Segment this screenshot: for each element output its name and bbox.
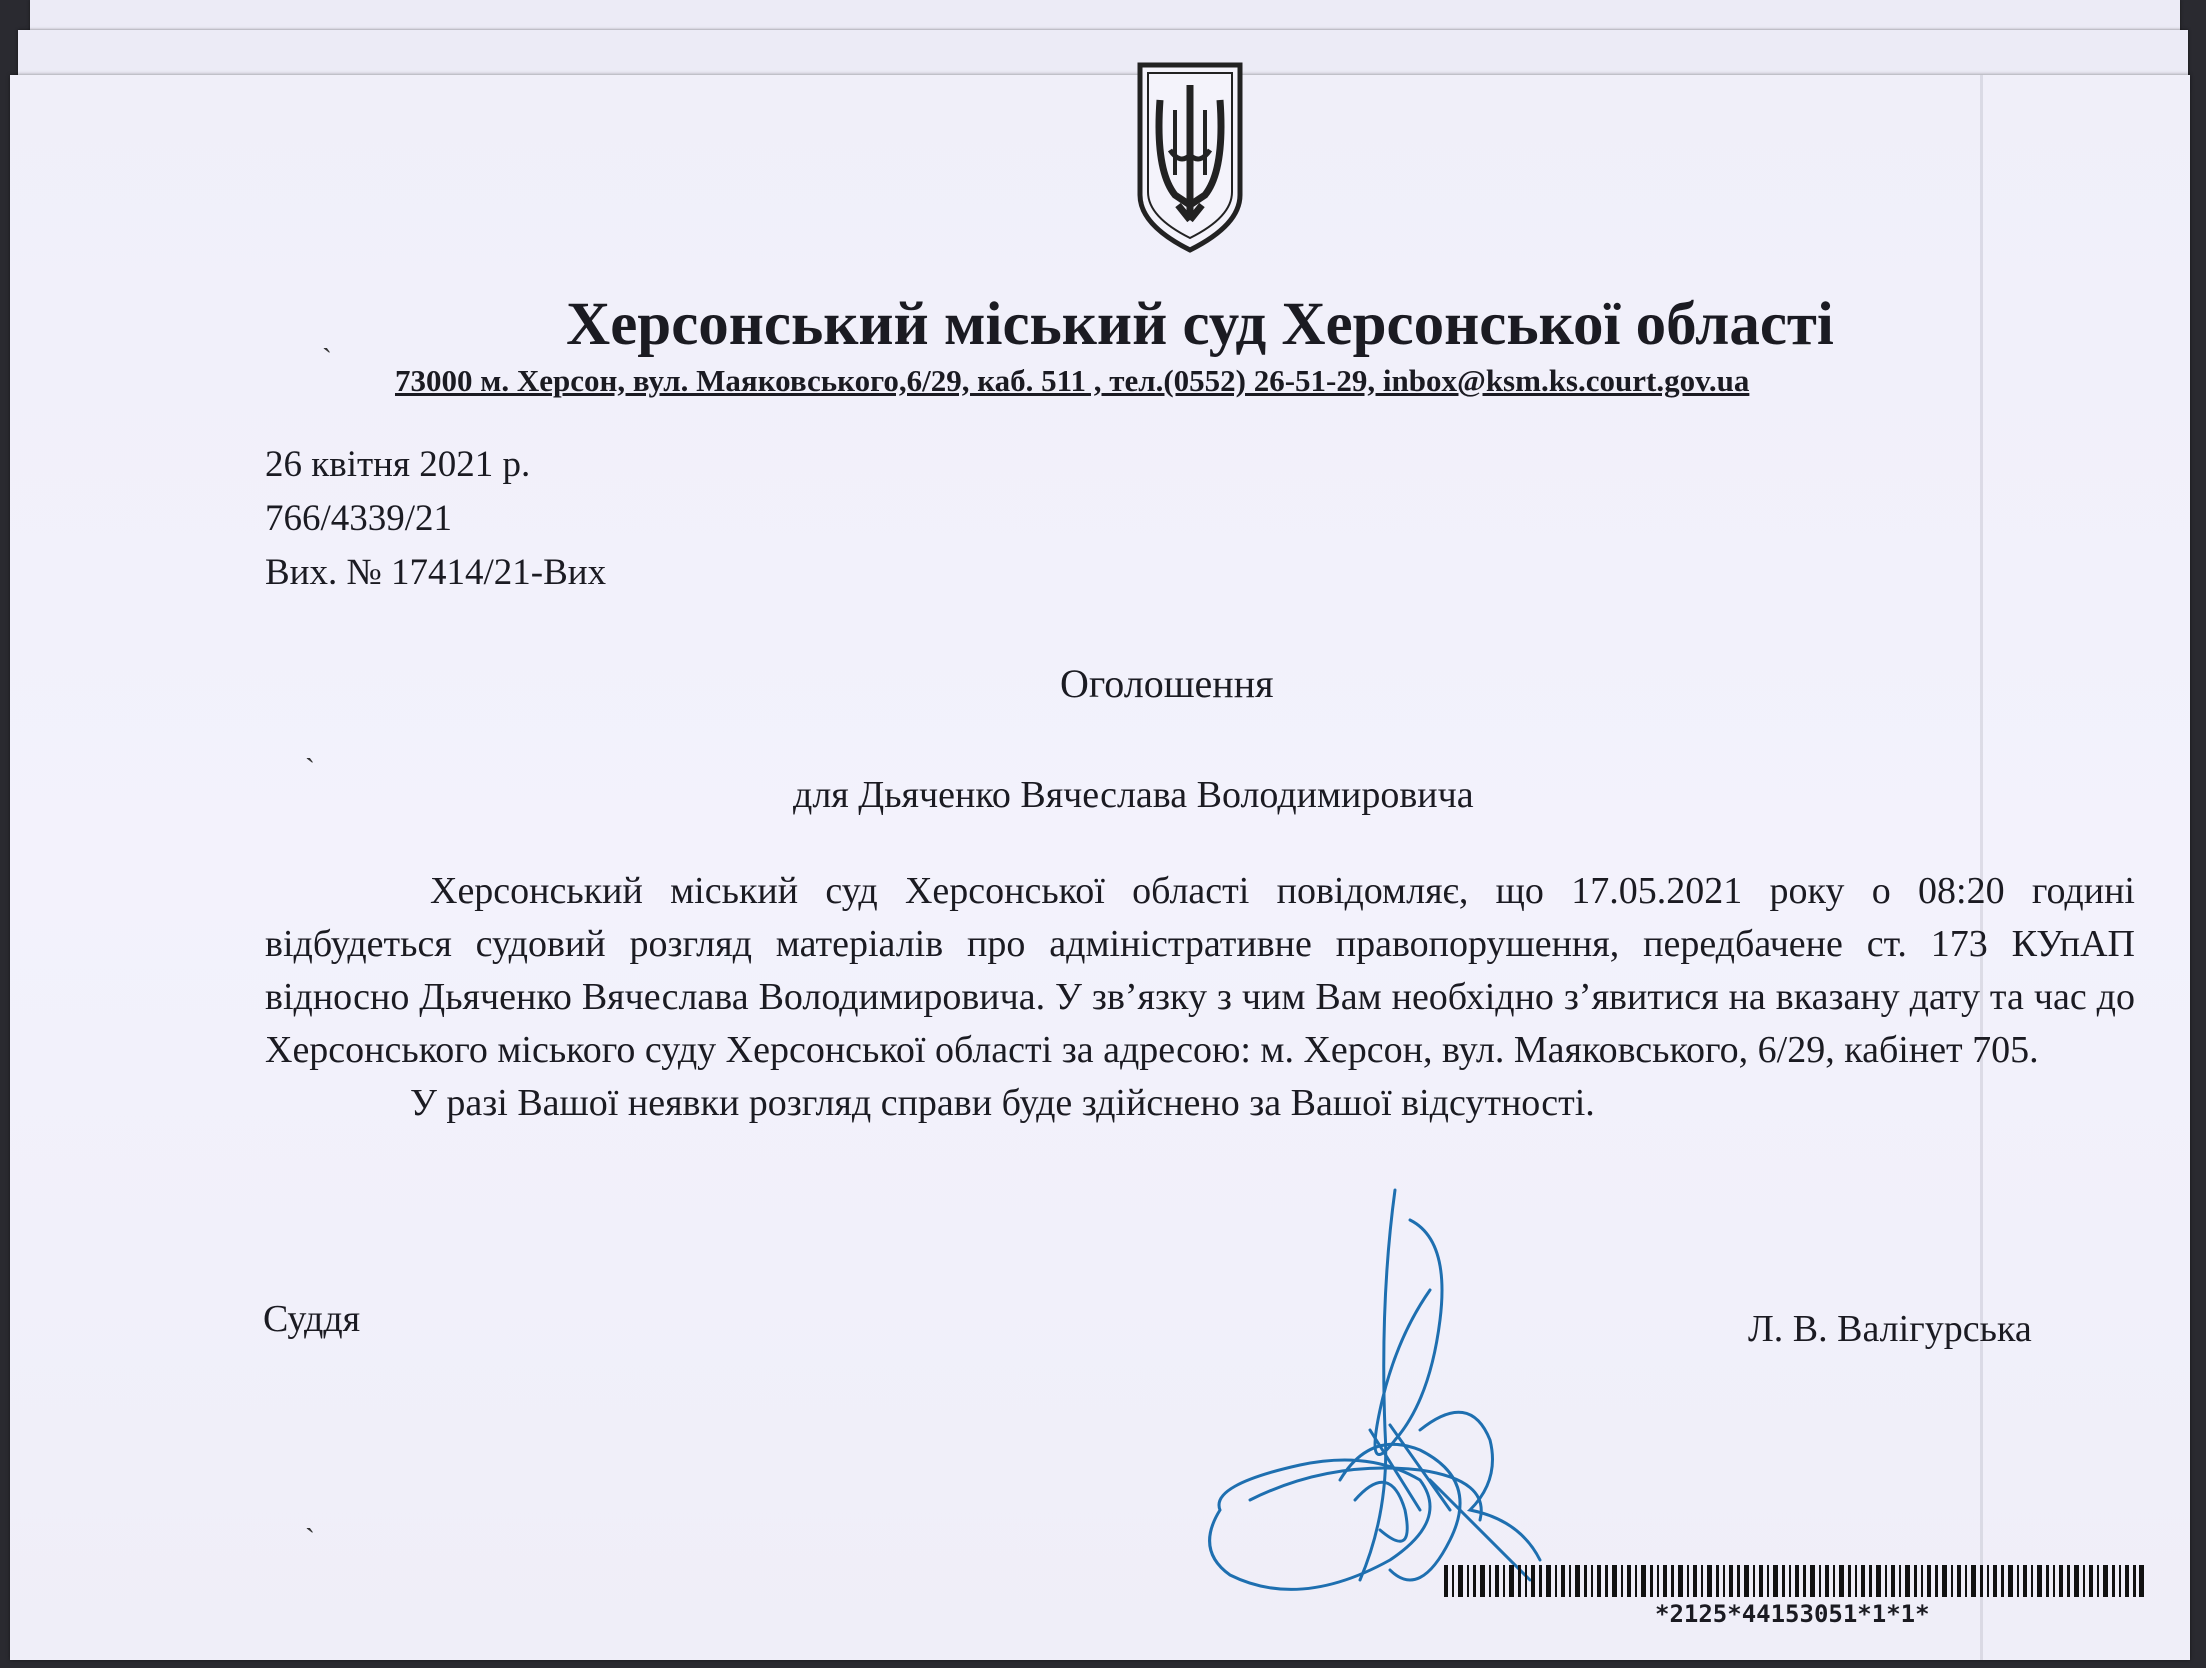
notice-paragraph-1: Херсонський міський суд Херсонської області повідомляє, що 17.05.2021 року о 08:20 годині відбудеться судовий розгляд матеріалів про адміністративне правопорушення, передбачене ст. 173 КУпАП відносно Дьяченко Вячеслава Володимировича. У зв’язку з чим Вам необхідно з’явитися на вказану дату та час до Херсонського міського суду Херсонської області за адресою: м. Херсон, вул. Маяковського, 6/29, кабінет 705. [265,870,2135,1071]
punch-mark: ˏ [322,320,332,353]
judge-name: Л. В. Валігурська [1748,1308,2032,1350]
notice-paragraph-2: У разі Вашої неявки розгляд справи буде здійснено за Вашої відсутності. [410,1082,1595,1124]
notice-body [265,865,2135,1130]
document-page [10,75,2190,1660]
court-address: 73000 м. Херсон, вул. Маяковського,6/29, каб. 511 , тел.(0552) 26-51-29, inbox@ksm.ks.court.gov.ua [395,363,1750,398]
barcode [1444,1565,2144,1597]
case-number: 766/4339/21 [265,498,453,539]
handwritten-signature [1190,1180,1570,1620]
document-meta [265,438,606,600]
judge-role: Суддя [263,1298,361,1340]
coat-of-arms-icon [1130,55,1250,260]
punch-mark: ˏ [305,1500,315,1533]
outgoing-number: Вих. № 17414/21-Вих [265,552,607,593]
punch-mark: ˏ [305,730,315,763]
recipient: для Дьяченко Вячеслава Володимировича [793,774,1474,816]
court-title: Херсонський міський суд Херсонської області [566,291,1834,358]
notice-title: Оголошення [1060,661,1274,706]
document-date: 26 квітня 2021 р. [265,444,531,485]
barcode-number: *2125*44153051*1*1* [1655,1600,1930,1628]
